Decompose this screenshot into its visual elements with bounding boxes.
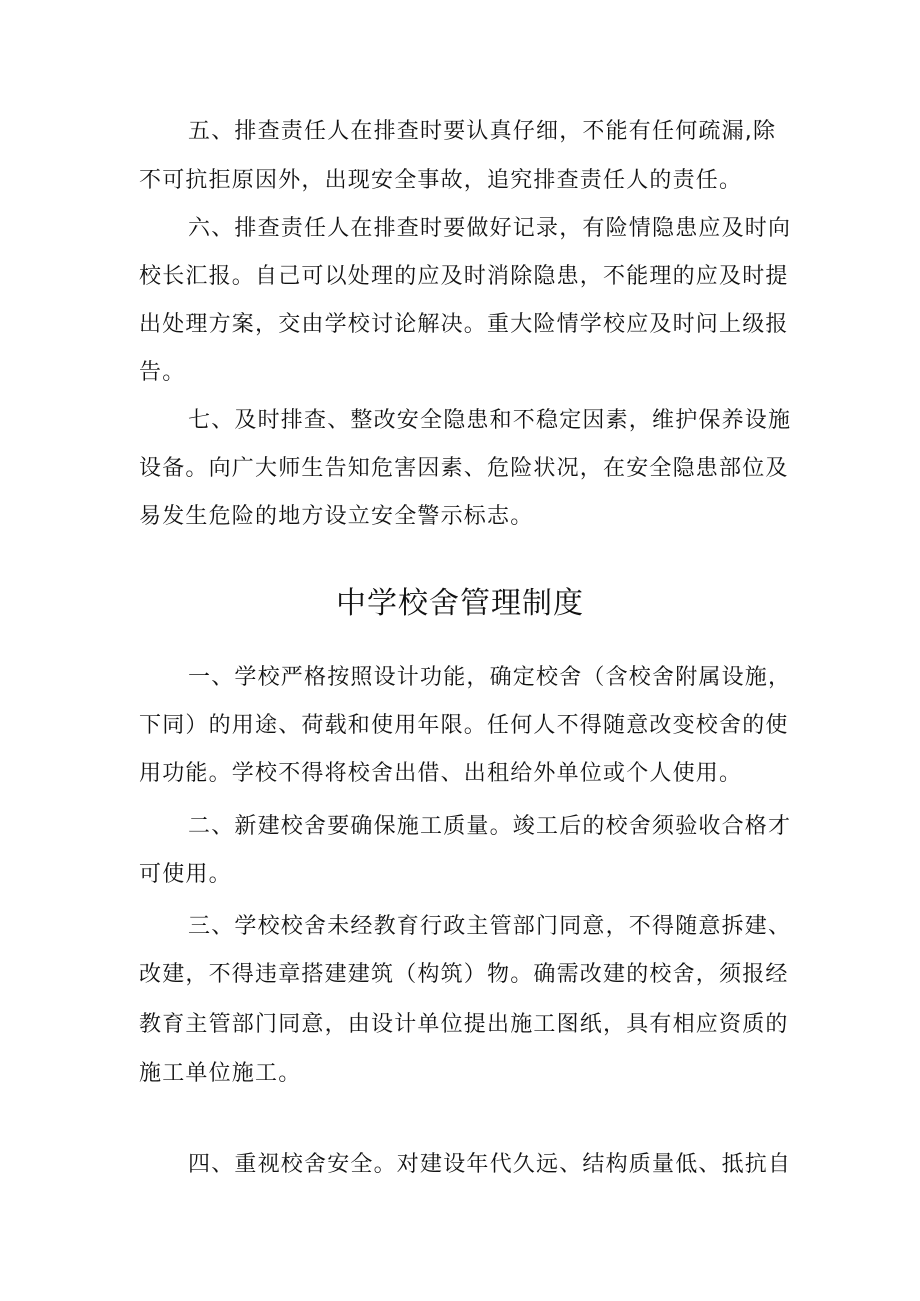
- paragraph-item-6-line-1: 六、排查责任人在排查时要做好记录，有险情隐患应及时向: [188, 216, 792, 241]
- paragraph-item-5-line-2: 不可抗拒原因外，出现安全事故，追究排查责任人的责任。: [139, 168, 743, 193]
- paragraph-item-6-line-3: 出处理方案，交由学校讨论解决。重大险情学校应及时问上级报: [139, 312, 789, 337]
- paragraph-rule-3-line-3: 教育主管部门同意，由设计单位提出施工图纸，具有相应资质的: [139, 1012, 789, 1037]
- paragraph-rule-2-line-1: 二、新建校舍要确保施工质量。竣工后的校舍须验收合格才: [188, 814, 792, 839]
- paragraph-rule-1-line-2: 下同）的用途、荷载和使用年限。任何人不得随意改变校舍的使: [139, 713, 789, 738]
- document-title: 中学校舍管理制度: [336, 586, 584, 621]
- paragraph-rule-1-line-3: 用功能。学校不得将校舍出借、出租给外单位或个人使用。: [139, 761, 743, 786]
- paragraph-item-6-line-4: 告。: [139, 360, 186, 385]
- paragraph-rule-4-line-1: 四、重视校舍安全。对建设年代久远、结构质量低、抵抗自: [188, 1152, 792, 1177]
- paragraph-item-6-line-2: 校长汇报。自己可以处理的应及时消除隐患，不能理的应及时提: [139, 264, 789, 289]
- paragraph-rule-1-line-1: 一、学校严格按照设计功能，确定校舍（含校舍附属设施，: [188, 665, 792, 690]
- paragraph-item-7-line-2: 设备。向广大师生告知危害因素、危险状况，在安全隐患部位及: [139, 456, 789, 481]
- paragraph-item-7-line-1: 七、及时排查、整改安全隐患和不稳定因素，维护保养设施: [188, 408, 792, 433]
- paragraph-item-7-line-3: 易发生危险的地方设立安全警示标志。: [139, 504, 534, 529]
- paragraph-rule-3-line-2: 改建，不得违章搭建建筑（构筑）物。确需改建的校舍，须报经: [139, 962, 789, 987]
- paragraph-rule-2-line-2: 可使用。: [139, 862, 232, 887]
- paragraph-rule-3-line-1: 三、学校校舍未经教育行政主管部门同意，不得随意拆建、: [188, 914, 792, 939]
- paragraph-rule-3-line-4: 施工单位施工。: [139, 1061, 302, 1086]
- paragraph-item-5-line-1: 五、排查责任人在排查时要认真仔细，不能有任何疏漏,除: [188, 119, 777, 144]
